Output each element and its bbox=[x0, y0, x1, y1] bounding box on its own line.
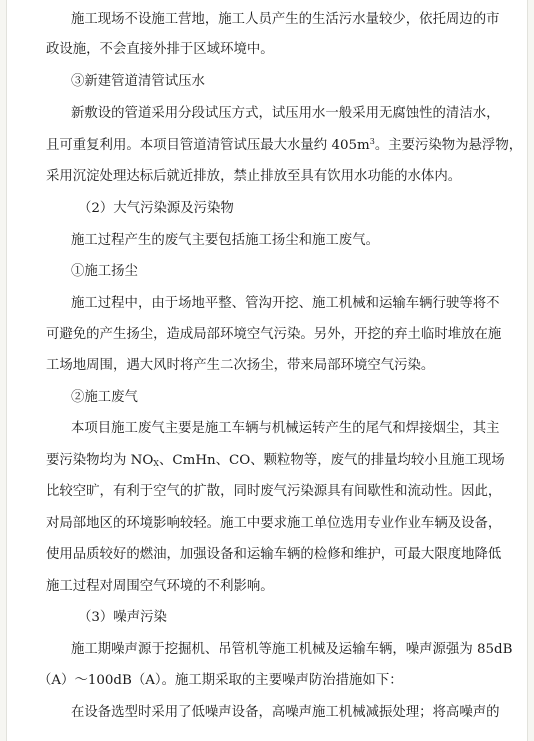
paragraph-line: 施工过程产生的废气主要包括施工扬尘和施工废气。 bbox=[71, 233, 379, 248]
paragraph-line: 施工过程对周围空气环境的不利影响。 bbox=[46, 579, 274, 594]
superscript: 3 bbox=[369, 137, 375, 146]
paragraph-line: 要污染物均为 $NO_X$、CmHn、CO、颗粒物等，废气的排量均较小且施工现场 bbox=[46, 453, 505, 468]
section-heading: ③新建管道清管试压水 bbox=[71, 74, 205, 89]
paragraph-line: （A）～100dB（A）。施工期采取的主要噪声防治措施如下： bbox=[38, 673, 403, 688]
section-heading: （2）大气污染源及污染物 bbox=[78, 201, 234, 216]
paragraph-line: 且可重复利用。本项目管道清管试压最大水量约 $405m^3$。主要污染物为悬浮物， bbox=[46, 137, 523, 153]
paragraph-line: 在设备选型时采用了低噪声设备，高噪声施工机械减振处理；将高噪声的 bbox=[71, 705, 500, 720]
paragraph-line: 施工过程中，由于场地平整、管沟开挖、施工机械和运输车辆行驶等将不 bbox=[71, 296, 500, 311]
section-heading: ①施工扬尘 bbox=[71, 264, 138, 279]
paragraph-line: 新敷设的管道采用分段试压方式，试压用水一般采用无腐蚀性的清洁水， bbox=[71, 106, 500, 121]
paragraph-line: 可避免的产生扬尘，造成局部环境空气污染。另外，开挖的弃土临时堆放在施 bbox=[46, 327, 502, 342]
paragraph-line: 本项目施工废气主要是施工车辆与机械运转产生的尾气和焊接烟尘，其主 bbox=[71, 421, 500, 436]
paragraph-line: 采用沉淀处理达标后就近排放，禁止排放至具有饮用水功能的水体内。 bbox=[46, 169, 462, 184]
paragraph-line: 施工现场不设施工营地，施工人员产生的生活污水量较少，依托周边的市 bbox=[71, 12, 500, 27]
paragraph-line: 比较空旷，有利于空气的扩散，同时废气污染源具有间歇性和流动性。因此， bbox=[46, 484, 502, 499]
paragraph-line: 施工期噪声源于挖掘机、吊管机等施工机械及运输车辆，噪声源强为 85dB bbox=[71, 642, 513, 657]
section-heading: ②施工废气 bbox=[71, 390, 138, 405]
paragraph-line: 政设施，不会直接外排于区域环境中。 bbox=[46, 42, 274, 57]
section-heading: （3）噪声污染 bbox=[78, 610, 167, 625]
paragraph-line: 工场地周围，遇大风时将产生二次扬尘，带来局部环境空气污染。 bbox=[46, 358, 435, 373]
paragraph-line: 使用品质较好的燃油，加强设备和运输车辆的检修和维护，可最大限度地降低 bbox=[46, 547, 502, 562]
subscript: X bbox=[153, 459, 159, 468]
paragraph-line: 对局部地区的环境影响较轻。施工中要求施工单位选用专业作业车辆及设备， bbox=[46, 516, 502, 531]
